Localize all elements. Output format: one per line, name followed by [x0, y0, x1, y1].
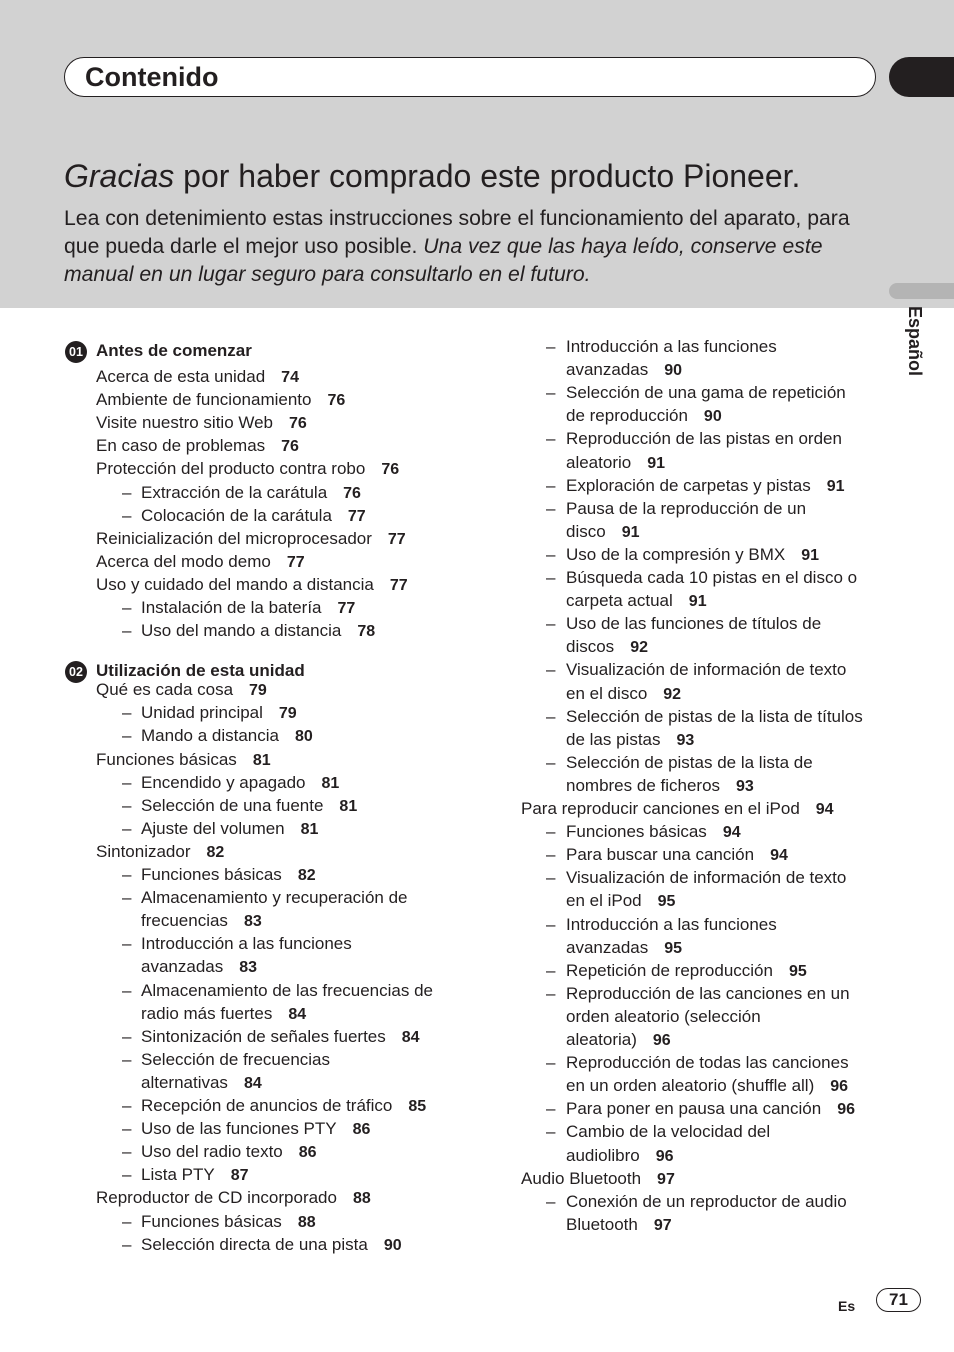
toc-entry-text: orden aleatorio (selección	[566, 1006, 761, 1026]
toc-page-number: 92	[663, 685, 682, 703]
toc-entry-line[interactable]	[566, 683, 681, 706]
toc-entry-text: audiolibro	[566, 1145, 640, 1165]
toc-entry-line[interactable]	[566, 475, 845, 498]
toc-entry-line[interactable]	[566, 775, 754, 798]
toc-entry-line[interactable]	[566, 1006, 761, 1028]
toc-dash: –	[546, 752, 556, 772]
toc-entry-text: Selección directa de una pista	[141, 1234, 368, 1254]
toc-entry-text: Reproducción de todas las canciones	[566, 1053, 849, 1073]
toc-entry-line[interactable]	[141, 910, 262, 933]
toc-entry-text: en un orden aleatorio (shuffle all)	[566, 1076, 815, 1096]
toc-entry-line[interactable]	[566, 1029, 671, 1052]
toc-entry-line[interactable]	[521, 798, 834, 821]
toc-entry-line[interactable]	[566, 1098, 855, 1121]
toc-entry-line[interactable]	[141, 1026, 420, 1049]
toc-page-number: 94	[722, 824, 741, 842]
toc-entry-line[interactable]	[141, 620, 375, 643]
toc-entry-text: Selección de pistas de la lista de títulos	[566, 706, 863, 726]
toc-entry-text: Sintonización de señales fuertes	[141, 1026, 386, 1046]
toc-dash: –	[122, 482, 132, 502]
toc-page-number: 93	[676, 731, 695, 749]
toc-entry-text: Mando a distancia	[141, 726, 279, 746]
toc-dash: –	[122, 598, 132, 617]
toc-entry-line[interactable]	[566, 428, 842, 450]
toc-dash: –	[546, 660, 556, 680]
toc-entry-line[interactable]	[141, 1164, 249, 1187]
toc-entry-line[interactable]	[96, 412, 307, 435]
toc-entry-text: Ajuste del volumen	[141, 818, 285, 838]
toc-entry-line[interactable]	[566, 659, 846, 681]
toc-dash: –	[546, 383, 556, 403]
toc-entry-line[interactable]	[566, 590, 707, 613]
toc-entry-line[interactable]	[566, 1052, 849, 1074]
toc-entry-text: Ambiente de funcionamiento	[96, 390, 312, 410]
intro-normal: Lea con detenimiento estas instrucciones sobre el funcionamiento del aparato, para que pueda darle el mejor uso posible.	[64, 207, 850, 258]
toc-entry-text: Visite nuestro sitio Web	[96, 413, 274, 433]
toc-entry-text: radio más fuertes	[141, 1003, 273, 1023]
toc-entry-line[interactable]	[141, 795, 357, 818]
toc-entry-text: Para reproducir canciones en el iPod	[521, 799, 800, 818]
toc-page-number: 82	[206, 843, 225, 861]
toc-entry-text: disco	[566, 521, 606, 541]
toc-page-number: 76	[327, 392, 346, 410]
toc-dash: –	[546, 845, 556, 865]
toc-page-number: 96	[655, 1147, 674, 1165]
toc-entry-text: Uso de las funciones PTY	[141, 1119, 337, 1139]
intro-paragraph	[64, 205, 864, 289]
toc-entry-line[interactable]	[141, 933, 352, 955]
toc-dash: –	[546, 337, 556, 356]
toc-entry-text: Protección del producto contra robo	[96, 459, 366, 479]
toc-entry-line[interactable]	[566, 405, 722, 428]
toc-entry-text: Conexión de un reproductor de audio	[566, 1191, 847, 1211]
toc-entry-text: Visualización de información de texto	[566, 660, 847, 680]
toc-dash: –	[122, 795, 132, 815]
toc-entry-text: Audio Bluetooth	[521, 1168, 642, 1188]
toc-entry-line[interactable]	[141, 1003, 306, 1026]
toc-entry-line[interactable]	[141, 818, 318, 841]
toc-entry-line[interactable]	[566, 498, 806, 520]
toc-dash: –	[122, 980, 132, 1000]
toc-entry-line[interactable]	[566, 359, 682, 382]
toc-entry-text: Pausa de la reproducción de un	[566, 498, 807, 518]
toc-dash: –	[546, 1191, 556, 1211]
toc-page-number: 78	[357, 623, 376, 641]
toc-entry-text: Introducción a las funciones	[566, 337, 777, 356]
toc-page-number: 81	[252, 751, 271, 769]
toc-dash: –	[122, 1096, 132, 1115]
toc-entry-line[interactable]	[141, 980, 433, 1002]
toc-entry-text: Bluetooth	[566, 1214, 638, 1234]
toc-entry-text: Uso de las funciones de títulos de	[566, 614, 822, 634]
black-tab	[889, 57, 954, 97]
toc-entry-text: Funciones básicas	[96, 749, 237, 769]
toc-entry-line[interactable]	[566, 382, 846, 404]
toc-entry-line[interactable]	[566, 521, 639, 544]
toc-dash: –	[122, 772, 132, 792]
toc-dash: –	[122, 1142, 132, 1162]
toc-dash: –	[546, 568, 556, 587]
toc-entry-text: Almacenamiento de las frecuencias de	[141, 980, 433, 1000]
toc-page-number: 83	[243, 913, 262, 931]
toc-dash: –	[122, 726, 132, 746]
toc-page-number: 85	[408, 1098, 427, 1115]
toc-entry-line[interactable]	[566, 636, 648, 659]
toc-entry-text: Reproductor de CD incorporado	[96, 1188, 337, 1208]
toc-entry-text: Reproducción de las canciones en un	[566, 983, 850, 1003]
toc-page-number: 84	[401, 1028, 420, 1046]
toc-page-number: 81	[339, 797, 358, 815]
toc-entry-text: Instalación de la batería	[141, 598, 322, 617]
toc-entry-line[interactable]	[566, 844, 788, 867]
toc-page-number: 91	[801, 546, 819, 564]
toc-dash: –	[122, 818, 132, 838]
toc-entry-line[interactable]	[566, 729, 694, 752]
toc-entry-text: Lista PTY	[141, 1165, 215, 1185]
section-heading: Utilización de esta unidad	[96, 661, 305, 680]
toc-entry-text: Selección de frecuencias	[141, 1049, 331, 1069]
toc-page-number: 84	[288, 1005, 307, 1023]
toc-dash: –	[546, 475, 556, 495]
footer-language: Es	[838, 1298, 856, 1314]
toc-entry-line[interactable]	[566, 1075, 848, 1098]
toc-page-number: 80	[294, 728, 313, 746]
toc-entry-text: Selección de una gama de repetición	[566, 383, 846, 403]
toc-page-number: 76	[343, 484, 361, 502]
toc-dash: –	[546, 1122, 556, 1142]
toc-entry-text: de las pistas	[566, 729, 661, 749]
toc-entry-line[interactable]	[96, 679, 267, 702]
toc-page-number: 88	[352, 1190, 371, 1208]
toc-entry-line[interactable]	[566, 1121, 770, 1143]
toc-entry-text: Repetición de reproducción	[566, 960, 773, 980]
toc-page-number: 92	[630, 639, 648, 657]
toc-entry-line[interactable]	[566, 336, 777, 358]
toc-entry-text: avanzadas	[141, 957, 224, 977]
section-number-badge: 01	[65, 341, 87, 363]
toc-entry-text: Colocación de la carátula	[141, 505, 332, 525]
toc-dash: –	[546, 429, 556, 449]
intro-italic: Una vez que las haya leído, conserve este manual en un lugar seguro para consultarlo en el futuro.	[64, 235, 823, 286]
toc-page-number: 83	[239, 959, 258, 977]
toc-page-number: 91	[647, 454, 666, 472]
toc-dash: –	[122, 703, 132, 723]
toc-dash: –	[546, 983, 556, 1003]
toc-dash: –	[546, 868, 556, 888]
toc-entry-text: Visualización de información de texto	[566, 868, 847, 888]
toc-entry-line[interactable]	[566, 983, 850, 1005]
toc-page-number: 77	[347, 507, 366, 525]
toc-dash: –	[122, 1119, 132, 1139]
toc-dash: –	[122, 1049, 132, 1069]
toc-dash: –	[122, 1165, 132, 1185]
toc-entry-text: frecuencias	[141, 911, 228, 931]
toc-entry-text: avanzadas	[566, 937, 649, 957]
toc-dash: –	[546, 498, 556, 518]
toc-entry-text: carpeta actual	[566, 591, 673, 611]
toc-entry-line[interactable]	[96, 458, 399, 481]
toc-entry-line[interactable]	[566, 567, 857, 589]
toc-entry-line[interactable]	[566, 1191, 847, 1213]
language-tab	[889, 283, 954, 299]
toc-entry-line[interactable]	[566, 914, 777, 936]
toc-page-number: 87	[230, 1167, 249, 1185]
toc-dash: –	[546, 914, 556, 934]
toc-entry-line[interactable]	[566, 752, 813, 774]
toc-page-number: 90	[703, 408, 722, 426]
toc-entry-text: En caso de problemas	[96, 436, 266, 456]
page-title	[64, 158, 800, 195]
toc-page-number: 95	[664, 939, 683, 957]
toc-entry-line[interactable]	[141, 505, 366, 528]
toc-page-number: 95	[788, 962, 807, 980]
toc-entry-line[interactable]	[566, 452, 665, 475]
toc-entry-line[interactable]	[141, 956, 257, 979]
toc-page-number: 96	[830, 1078, 849, 1096]
toc-entry-line[interactable]	[566, 613, 821, 635]
toc-entry-line[interactable]	[141, 597, 355, 620]
toc-page-number: 77	[389, 576, 408, 594]
toc-entry-line[interactable]	[141, 1095, 426, 1118]
toc-entry-line[interactable]	[141, 725, 313, 748]
toc-page-number: 94	[770, 847, 788, 865]
toc-entry-line[interactable]	[141, 772, 339, 795]
toc-entry-text: Sintonizador	[96, 841, 191, 861]
toc-entry-line[interactable]	[566, 890, 675, 913]
toc-entry-text: Acerca del modo demo	[96, 551, 271, 571]
page-number: 71	[876, 1288, 921, 1312]
toc-page-number: 77	[337, 600, 356, 617]
toc-entry-text: Para poner en pausa una canción	[566, 1099, 822, 1119]
title-italic: Gracias	[64, 158, 175, 194]
toc-dash: –	[546, 614, 556, 634]
toc-entry-text: Selección de pistas de la lista de	[566, 752, 813, 772]
toc-page-number: 88	[297, 1213, 316, 1231]
language-label: Español	[905, 306, 925, 377]
toc-entry-text: Búsqueda cada 10 pistas en el disco o	[566, 568, 858, 587]
toc-entry-text: Reinicialización del microprocesador	[96, 528, 372, 548]
toc-page-number: 79	[278, 705, 297, 723]
toc-dash: –	[122, 1234, 132, 1254]
toc-entry-line[interactable]	[141, 1234, 402, 1257]
toc-dash: –	[122, 1211, 132, 1231]
toc-page-number: 84	[243, 1074, 262, 1092]
toc-entry-line[interactable]	[566, 706, 863, 728]
toc-dash: –	[122, 621, 132, 641]
toc-entry-text: Recepción de anuncios de tráfico	[141, 1096, 393, 1115]
toc-entry-text: Funciones básicas	[141, 865, 282, 884]
toc-dash: –	[546, 706, 556, 726]
toc-page-number: 90	[664, 362, 683, 380]
toc-page-number: 97	[657, 1170, 675, 1188]
toc-dash: –	[122, 934, 132, 954]
title-rest: por haber comprado este producto Pioneer.	[174, 158, 801, 194]
toc-entry-line[interactable]	[141, 1072, 262, 1095]
toc-entry-text: Selección de una fuente	[141, 795, 324, 815]
toc-dash: –	[122, 1026, 132, 1046]
toc-dash: –	[122, 888, 132, 908]
toc-page-number: 91	[688, 593, 707, 611]
toc-entry-line[interactable]	[566, 867, 846, 889]
toc-entry-line[interactable]	[566, 937, 682, 960]
toc-page-number: 94	[815, 801, 834, 818]
toc-page-number: 82	[297, 867, 316, 884]
toc-page-number: 81	[300, 820, 319, 838]
section-number-badge: 02	[65, 661, 87, 683]
section-title: Contenido	[85, 62, 219, 92]
toc-entry-text: aleatoria)	[566, 1030, 637, 1049]
toc-entry-text: en el iPod	[566, 891, 642, 911]
toc-entry-line[interactable]	[96, 435, 299, 458]
toc-entry-line[interactable]	[141, 1118, 370, 1141]
toc-entry-text: Exploración de carpetas y pistas	[566, 475, 811, 495]
toc-page-number: 93	[736, 777, 754, 795]
toc-page-number: 91	[621, 523, 640, 541]
toc-entry-text: discos	[566, 637, 615, 657]
toc-entry-line[interactable]	[566, 960, 807, 983]
toc-entry-text: Uso del mando a distancia	[141, 621, 342, 641]
toc-entry-line[interactable]	[96, 841, 224, 864]
toc-entry-text: Almacenamiento y recuperación de	[141, 888, 408, 908]
toc-page-number: 76	[289, 415, 307, 433]
toc-entry-text: Extracción de la carátula	[141, 482, 328, 502]
toc-entry-text: Uso del radio texto	[141, 1142, 283, 1162]
toc-dash: –	[122, 865, 132, 884]
toc-dash: –	[546, 1053, 556, 1073]
toc-entry-text: Introducción a las funciones	[141, 934, 352, 954]
toc-entry-line[interactable]	[96, 1187, 371, 1210]
section-title-box	[64, 57, 876, 97]
toc-entry-text: alternativas	[141, 1072, 228, 1092]
toc-entry-text: Para buscar una canción	[566, 845, 755, 865]
toc-entry-line[interactable]	[141, 1211, 316, 1234]
toc-page-number: 90	[383, 1236, 402, 1254]
toc-entry-text: Acerca de esta unidad	[96, 367, 266, 386]
toc-entry-text: Funciones básicas	[141, 1211, 282, 1231]
toc-page-number: 97	[653, 1216, 672, 1234]
toc-entry-line[interactable]	[141, 864, 316, 887]
toc-page-number: 76	[281, 438, 299, 456]
toc-page-number: 86	[352, 1121, 371, 1139]
toc-entry-text: avanzadas	[566, 360, 649, 380]
toc-page-number: 76	[381, 461, 400, 479]
toc-entry-line[interactable]	[566, 821, 741, 844]
toc-entry-line[interactable]	[141, 482, 361, 505]
toc-dash: –	[546, 960, 556, 980]
toc-page-number: 74	[281, 369, 299, 386]
toc-entry-line[interactable]	[566, 1214, 672, 1237]
toc-entry-line[interactable]	[96, 551, 305, 574]
toc-entry-text: Encendido y apagado	[141, 772, 306, 792]
toc-entry-line[interactable]	[141, 887, 407, 909]
toc-entry-text: Uso de la compresión y BMX	[566, 544, 786, 564]
toc-entry-text: Cambio de la velocidad del	[566, 1122, 771, 1142]
toc-page-number: 77	[387, 530, 406, 548]
toc-entry-line[interactable]	[141, 1049, 330, 1071]
toc-entry-text: aleatorio	[566, 452, 632, 472]
toc-dash: –	[122, 505, 132, 525]
toc-page-number: 96	[652, 1032, 671, 1049]
toc-page-number: 77	[286, 553, 305, 571]
toc-page-number: 95	[657, 893, 676, 911]
toc-entry-text: Funciones básicas	[566, 822, 707, 842]
toc-entry-text: Reproducción de las pistas en orden	[566, 429, 842, 449]
toc-entry-text: en el disco	[566, 683, 648, 703]
toc-page-number: 79	[249, 682, 267, 700]
toc-dash: –	[546, 544, 556, 564]
toc-entry-text: Qué es cada cosa	[96, 680, 234, 700]
toc-entry-line[interactable]	[96, 389, 345, 412]
toc-page-number: 91	[826, 477, 845, 495]
toc-entry-text: de reproducción	[566, 406, 688, 426]
toc-entry-text: Introducción a las funciones	[566, 914, 777, 934]
toc-page-number: 86	[298, 1144, 317, 1162]
toc-entry-line[interactable]	[96, 574, 408, 597]
toc-page-number: 81	[321, 774, 340, 792]
toc-entry-line[interactable]	[141, 702, 297, 725]
toc-entry-line[interactable]	[96, 366, 299, 389]
toc-entry-line[interactable]	[96, 749, 271, 772]
toc-dash: –	[546, 1099, 556, 1119]
toc-entry-line[interactable]	[96, 528, 406, 551]
toc-dash: –	[546, 822, 556, 842]
toc-page-number: 96	[837, 1101, 855, 1119]
toc-entry-text: Uso y cuidado del mando a distancia	[96, 574, 374, 594]
section-heading: Antes de comenzar	[96, 341, 252, 360]
toc-entry-line[interactable]	[521, 1168, 675, 1191]
toc-entry-text: nombres de ficheros	[566, 775, 721, 795]
toc-entry-text: Unidad principal	[141, 703, 263, 723]
toc-entry-line[interactable]	[566, 1145, 674, 1168]
toc-entry-line[interactable]	[141, 1141, 317, 1164]
toc-entry-line[interactable]	[566, 544, 819, 567]
